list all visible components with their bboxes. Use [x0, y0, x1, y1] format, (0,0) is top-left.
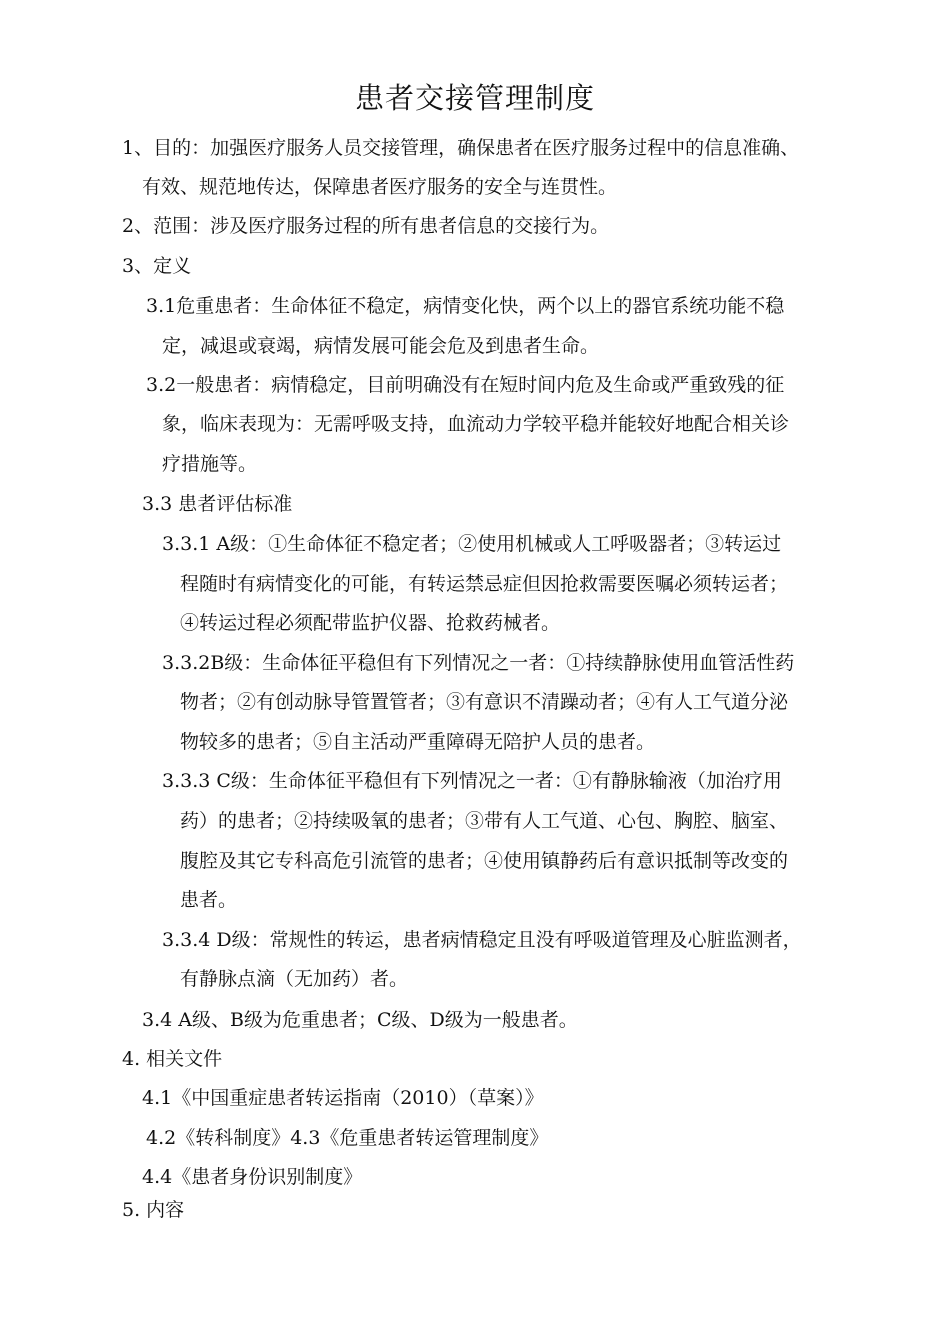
doc-line: 腹腔及其它专科高危引流管的患者；④使用镇静药后有意识抵制等改变的	[180, 850, 789, 872]
doc-line: 有静脉点滴（无加药）者。	[180, 968, 409, 990]
doc-line: 4.1《中国重症患者转运指南（2010）（草案）》	[142, 1087, 544, 1109]
doc-line: 4.2《转科制度》4.3《危重患者转运管理制度》	[146, 1127, 549, 1149]
doc-line: 5. 内容	[122, 1199, 185, 1221]
doc-line: 3.4 A级、B级为危重患者；C级、D级为一般患者。	[142, 1009, 578, 1031]
doc-line: 疗措施等。	[162, 453, 258, 475]
doc-line: 有效、规范地传达，保障患者医疗服务的安全与连贯性。	[142, 176, 618, 198]
doc-line: 物较多的患者；⑤自主活动严重障碍无陪护人员的患者。	[180, 731, 656, 753]
doc-line: 3.3.4 D级：常规性的转运，患者病情稳定且没有呼吸道管理及心脏监测者，	[162, 929, 802, 951]
doc-line: 3.3.3 C级：生命体征平稳但有下列情况之一者：①有静脉输液（加治疗用	[162, 770, 782, 792]
doc-line: 2、范围：涉及医疗服务过程的所有患者信息的交接行为。	[122, 215, 610, 237]
doc-line: 3.3.1 A级：①生命体征不稳定者；②使用机械或人工呼吸器者；③转运过	[162, 533, 782, 555]
doc-line: 物者；②有创动脉导管置管者；③有意识不清躁动者；④有人工气道分泌	[180, 691, 789, 713]
document-title: 患者交接管理制度	[354, 81, 595, 115]
doc-line: 3.3 患者评估标准	[142, 493, 293, 515]
doc-line: 药）的患者；②持续吸氧的患者；③带有人工气道、心包、胸腔、脑室、	[180, 810, 789, 832]
doc-line: 4. 相关文件	[122, 1048, 223, 1070]
doc-line: 3.1危重患者：生命体征不稳定，病情变化快，两个以上的器官系统功能不稳	[146, 295, 785, 317]
doc-line: 3.3.2B级：生命体征平稳但有下列情况之一者：①持续静脉使用血管活性药	[162, 652, 795, 674]
doc-line: 4.4《患者身份识别制度》	[142, 1166, 363, 1188]
doc-line: 定，减退或衰竭，病情发展可能会危及到患者生命。	[162, 335, 600, 357]
doc-line: 3、定义	[122, 255, 192, 277]
doc-line: 3.2一般患者：病情稳定，目前明确没有在短时间内危及生命或严重致残的征	[146, 374, 785, 396]
doc-line: ④转运过程必须配带监护仪器、抢救药械者。	[180, 612, 561, 634]
doc-line: 程随时有病情变化的可能，有转运禁忌症但因抢救需要医嘱必须转运者；	[180, 573, 789, 595]
doc-line: 象，临床表现为：无需呼吸支持，血流动力学较平稳并能较好地配合相关诊	[162, 413, 790, 435]
doc-line: 患者。	[180, 889, 238, 911]
doc-line: 1、目的：加强医疗服务人员交接管理，确保患者在医疗服务过程中的信息准确、	[122, 137, 800, 159]
